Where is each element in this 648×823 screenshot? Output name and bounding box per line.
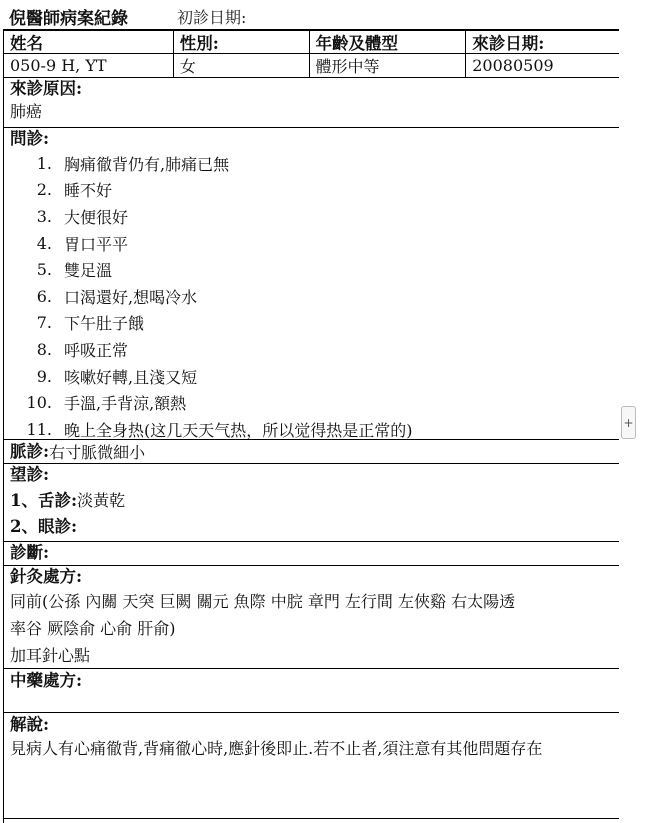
inquiry-list — [4, 150, 619, 443]
observation-section — [3, 464, 619, 542]
reason-text: 肺癌 — [10, 102, 43, 121]
next-section-edge — [3, 818, 619, 823]
observation-label: 望診: — [10, 465, 50, 484]
age-build-value: 體形中等 — [310, 54, 467, 77]
acupuncture-line-1: 同前(公孫 內關 天突 巨闕 關元 魚際 中脘 章門 左行間 左俠谿 右太陽透 — [10, 592, 516, 611]
eye-exam-label: 2、眼診: — [10, 517, 78, 536]
record-title: 倪醫師病案紀錄 — [9, 9, 128, 29]
list-item: 7. 下午肚子餓 — [36, 313, 145, 334]
reason-label: 來診原因: — [10, 79, 83, 98]
herbal-label: 中藥處方: — [10, 671, 83, 690]
list-item: 6. 口渴還好,想喝冷水 — [36, 286, 198, 307]
sex-header: 性別: — [174, 31, 310, 53]
pulse-label: 脈診: — [10, 441, 50, 461]
pulse-section — [3, 440, 619, 464]
explanation-text: 見病人有心痛徹背,背痛徹心時,應針後即止.若不止者,須注意有其他問題存在 — [10, 739, 543, 758]
list-item: 10. 手溫,手背涼,額熱 — [26, 393, 187, 414]
diagnosis-section — [3, 542, 619, 566]
list-item: 3. 大便很好 — [36, 206, 129, 227]
acupuncture-line-3: 加耳針心點 — [10, 646, 91, 665]
eye-exam — [4, 512, 619, 538]
diagnosis-label: 診斷: — [10, 543, 50, 562]
name-value: 050-9 H, YT — [4, 54, 174, 77]
tongue-exam — [4, 486, 619, 512]
tongue-exam-text: 淡黃乾 — [77, 490, 126, 510]
medical-record — [3, 4, 619, 823]
tongue-exam-label: 1、舌診: — [10, 491, 78, 510]
list-item: 4. 胃口平平 — [36, 233, 129, 254]
list-item: 1. 胸痛徹背仍有,肺痛已無 — [36, 153, 230, 174]
age-build-header: 年齡及體型 — [310, 31, 467, 53]
visit-date-value: 20080509 — [472, 56, 554, 75]
list-item: 8. 呼吸正常 — [36, 339, 129, 360]
list-item: 11. 晚上全身热(这几天天气热，所以觉得热是正常的) — [26, 419, 413, 440]
explanation-section — [3, 713, 619, 823]
first-visit-label: 初診日期: — [177, 8, 247, 27]
list-item: 5. 雙足溫 — [36, 260, 113, 281]
patient-table-header — [3, 30, 619, 54]
explanation-label: 解說: — [10, 715, 50, 734]
visit-date-header: 來診日期: — [472, 34, 545, 53]
expand-icon[interactable]: + — [621, 406, 636, 439]
pulse-text: 右寸脈微細小 — [49, 443, 146, 462]
acupuncture-label: 針灸處方: — [10, 567, 83, 586]
patient-table-values — [3, 54, 619, 78]
record-header — [3, 4, 619, 30]
acupuncture-line-2: 率谷 厥陰俞 心俞 肝俞) — [10, 619, 176, 638]
list-item: 9. 咳嗽好轉,且淺又短 — [36, 366, 198, 387]
acupuncture-section — [3, 566, 619, 669]
sex-value: 女 — [174, 54, 310, 77]
inquiry-label: 問診: — [10, 129, 50, 148]
name-header: 姓名 — [4, 31, 174, 53]
reason-section — [3, 78, 619, 128]
inquiry-section — [3, 128, 619, 440]
herbal-section — [3, 669, 619, 713]
list-item: 2. 睡不好 — [36, 180, 113, 201]
